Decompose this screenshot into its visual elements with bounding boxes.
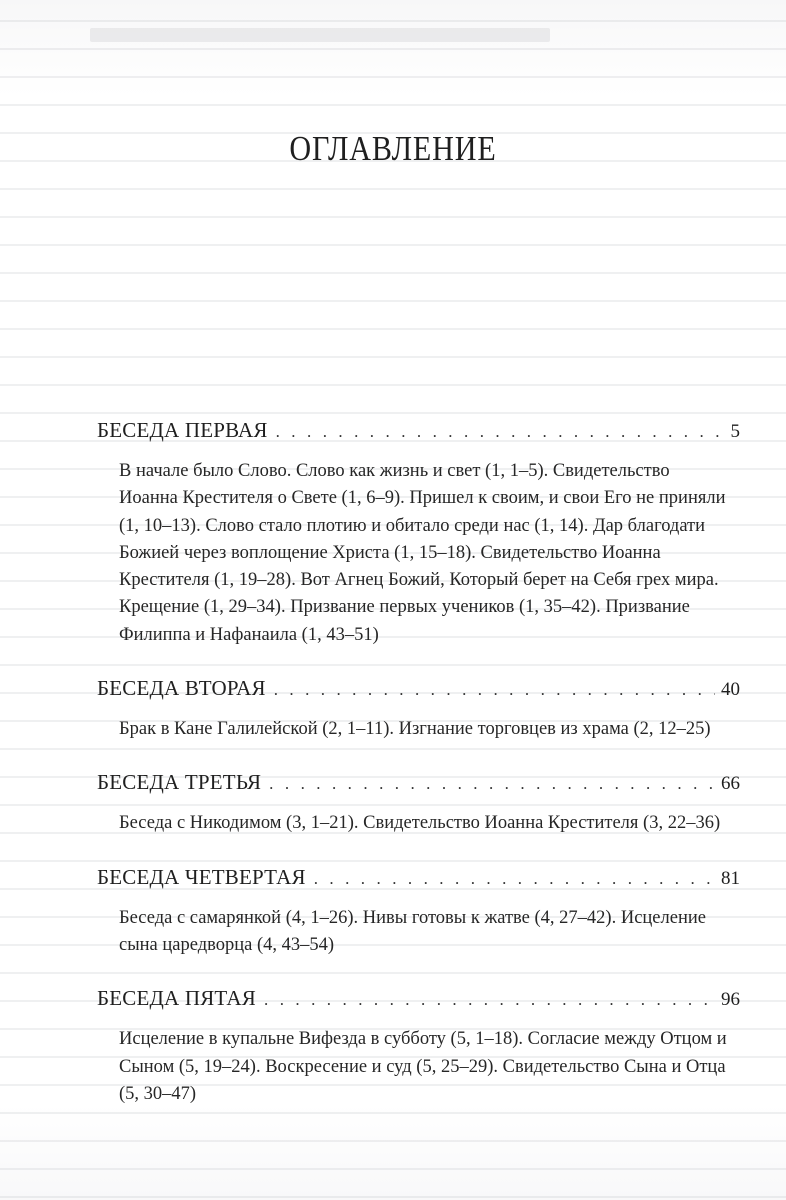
toc-entry-heading <box>97 770 740 804</box>
toc-entry-description: Исцеление в купальне Вифезда в субботу (5, 1–18). Согласие между Отцом и Сыном (5, 19–24). Воскресение и суд (5, 25–29). Свидетельство Сына и Отца (5, 30–47) <box>119 1029 727 1104</box>
toc-page-number: 81 <box>721 867 740 889</box>
toc-entry-description: Беседа с Никодимом (3, 1–21). Свидетельство Иоанна Крестителя (3, 22–36) <box>119 813 721 834</box>
toc-entry <box>97 865 740 960</box>
toc-entry <box>97 676 740 743</box>
bleed-through-header <box>90 28 550 42</box>
toc-page-number: 96 <box>721 989 740 1011</box>
toc-entry-title: БЕСЕДА ПЕРВАЯ <box>97 418 268 442</box>
table-of-contents <box>97 418 740 1135</box>
toc-entry <box>97 418 740 649</box>
toc-entry-heading <box>97 418 740 452</box>
dot-leader <box>269 774 715 794</box>
toc-entry-title: БЕСЕДА ПЯТАЯ <box>97 986 256 1011</box>
dot-leader <box>276 422 725 442</box>
toc-entry-description: Брак в Кане Галилейской (2, 1–11). Изгнание торговцев из храма (2, 12–25) <box>119 719 711 740</box>
toc-page-number: 40 <box>721 679 740 701</box>
toc-entry-description: Беседа с самарянкой (4, 1–26). Нивы готовы к жатве (4, 27–42). Исцеление сына царедворца (4, 43–54) <box>119 907 706 955</box>
toc-entry-title: БЕСЕДА ЧЕТВЕРТАЯ <box>97 864 306 889</box>
toc-entry <box>97 986 740 1108</box>
toc-page-number: 5 <box>730 421 740 442</box>
toc-entry-heading <box>97 986 740 1020</box>
toc-entry <box>97 770 740 837</box>
toc-entry-title: БЕСЕДА ТРЕТЬЯ <box>97 770 262 795</box>
toc-entry-heading <box>97 865 740 899</box>
dot-leader <box>274 680 715 700</box>
toc-entry-description: В начале было Слово. Слово как жизнь и свет (1, 1–5). Свидетельство Иоанна Крестителя о Свете (1, 6–9). Пришел к своим, и свои Его не приняли (1, 10–13). Слово стало плотию и обитало среди нас (1, 14). Дар благодати Божией через воплощение Христа (1, 15–18). Свидетельство Иоанна Крестителя (1, 19–28). Вот Агнец Божий, Который берет на Себя грех мира. Крещение (1, 29–34). Призвание первых учеников (1, 35–42). Призвание Филиппа и Нафанаила (1, 43–51) <box>119 461 726 645</box>
dot-leader <box>264 990 715 1010</box>
toc-entry-title: БЕСЕДА ВТОРАЯ <box>97 676 266 701</box>
toc-entry-heading <box>97 676 740 710</box>
page-title: ОГЛАВЛЕНИЕ <box>289 129 497 169</box>
dot-leader <box>314 869 715 889</box>
toc-page-number: 66 <box>721 773 740 795</box>
